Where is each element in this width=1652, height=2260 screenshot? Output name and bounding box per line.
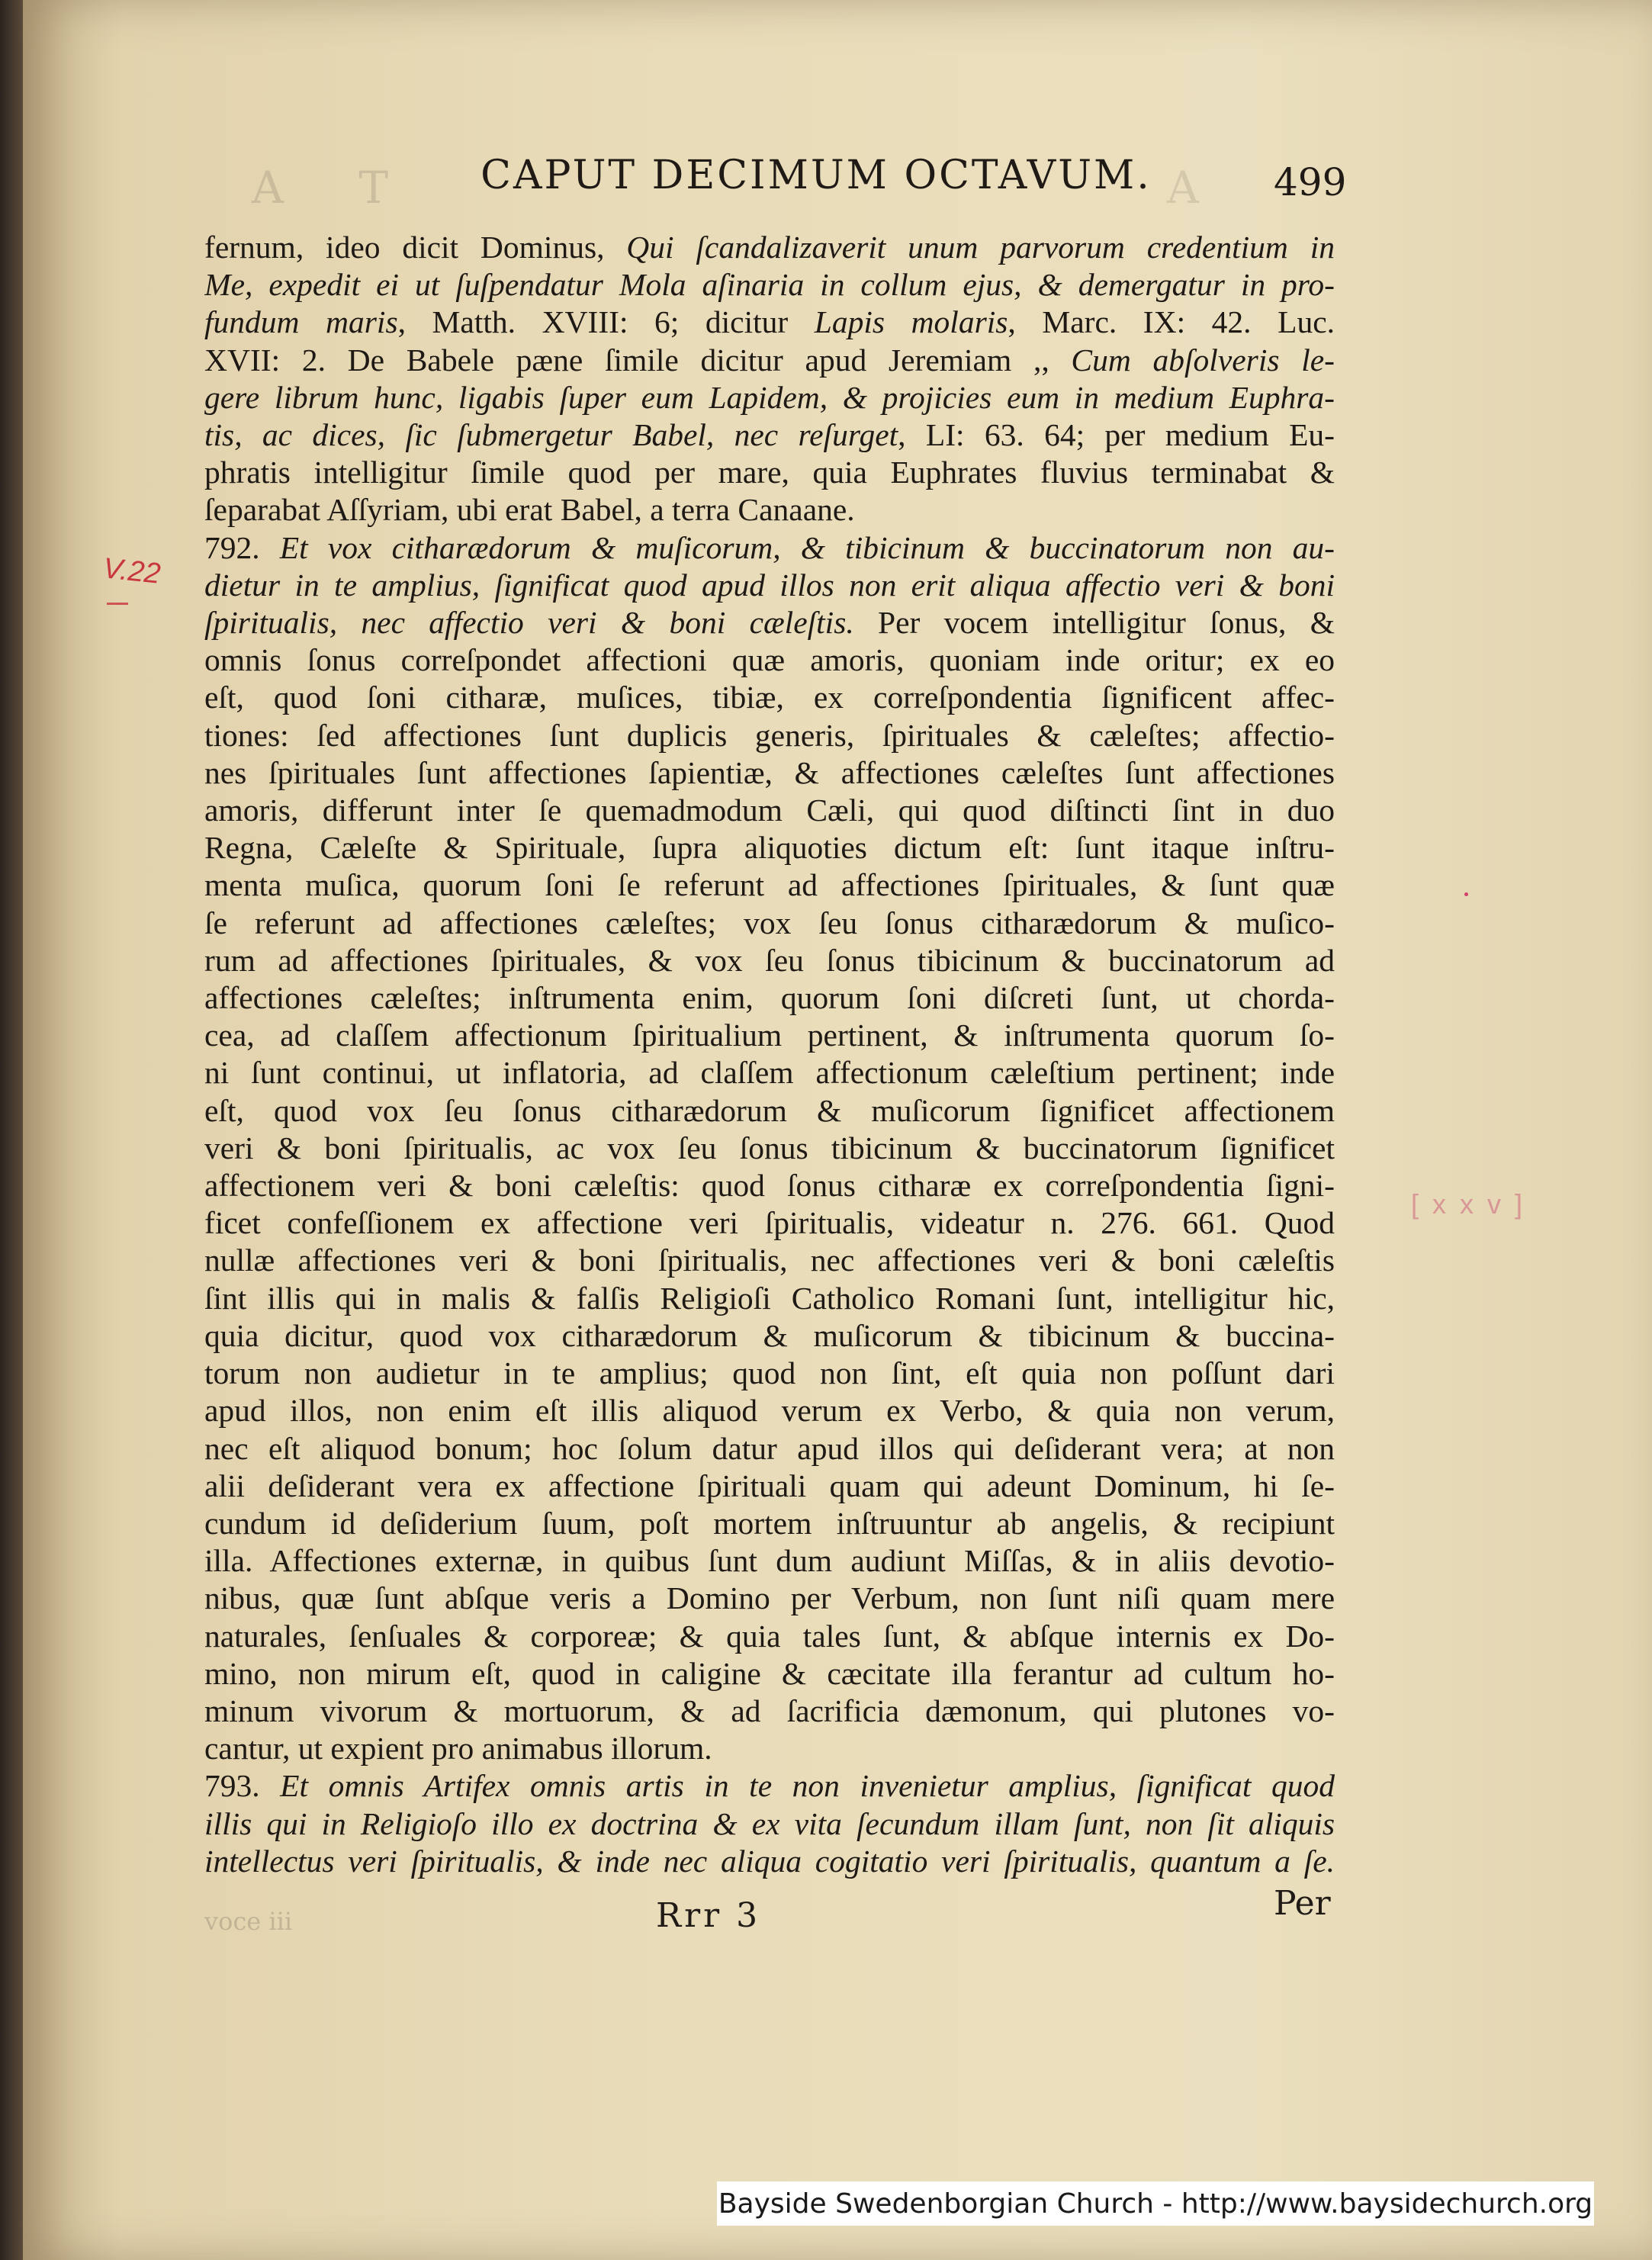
text-line	[204, 416, 1335, 454]
text-span: tiones: ſed affectiones ſunt duplicis generis, ſpirituales & cæleſtes; affectio-	[204, 717, 1335, 753]
text-span: cea, ad claſſem affectionum ſpiritualium pertinent, & inſtrumenta quorum ſo-	[204, 1017, 1335, 1053]
text-span: minum vivorum & mortuorum, & ad ſacrificia dæmonum, qui plutones vo-	[204, 1693, 1335, 1728]
text-span: nec eſt aliquod bonum; hoc ſolum datur apud illos qui deſiderant vera; at non	[204, 1430, 1335, 1466]
text-span: ſint illis qui in malis & falſis Religioſi Catholico Romani ſunt, intelligitur hic,	[204, 1280, 1335, 1316]
text-line	[204, 1017, 1335, 1054]
text-span: XVII: 2. De Babele pæne ſimile dicitur apud Jeremiam ,,	[204, 342, 1072, 378]
text-line	[204, 1805, 1335, 1843]
text-span: eſt, quod vox ſeu ſonus citharædorum & muſicorum ſignificet affectionem	[204, 1092, 1335, 1128]
margin-annotation: V.22	[101, 552, 162, 590]
text-line	[204, 342, 1335, 379]
text-line	[204, 1618, 1335, 1655]
text-span: veri & boni ſpiritualis, ac vox ſeu ſonus tibicinum & buccinatorum ſignificet	[204, 1130, 1335, 1165]
text-span: rum ad affectiones ſpirituales, & vox ſeu ſonus tibicinum & buccinatorum ad	[204, 942, 1335, 978]
text-line	[204, 942, 1335, 979]
text-line	[204, 1204, 1335, 1242]
text-span: alii deſiderant vera ex affectione ſpirituali quam qui adeunt Dominum, hi ſe-	[204, 1468, 1335, 1503]
text-span: Per vocem intelligitur ſonus, &	[853, 605, 1335, 641]
body-text	[204, 229, 1335, 1880]
text-line	[204, 604, 1335, 641]
italic-text-span: dietur in te amplius, ſignificat quod apud illos non erit aliqua affectio veri & boni	[204, 567, 1335, 603]
text-line	[204, 1655, 1335, 1693]
text-span: naturales, ſenſuales & corporeæ; & quia tales ſunt, & abſque internis ex Do-	[204, 1618, 1335, 1654]
text-line	[204, 1468, 1335, 1505]
text-line	[204, 379, 1335, 416]
text-span: affectiones cæleſtes; inſtrumenta enim, quorum ſoni diſcreti ſunt, ut chorda-	[204, 980, 1335, 1016]
text-line	[204, 1693, 1335, 1730]
signature-mark: Rrr 3	[656, 1896, 761, 1935]
text-span: quia dicitur, quod vox citharædorum & muſicorum & tibicinum & buccina-	[204, 1317, 1335, 1353]
text-line	[204, 1355, 1335, 1392]
text-line	[204, 1580, 1335, 1617]
italic-text-span: ſpiritualis, nec affectio veri & boni cæleſtis.	[204, 605, 854, 641]
italic-text-span: Cum abſolveris le-	[1071, 342, 1335, 378]
italic-text-span: Lapis molaris	[814, 304, 1008, 340]
page-number: 499	[1274, 160, 1347, 204]
text-line	[204, 754, 1335, 792]
text-span: , Matth. XVIII: 6; dicitur	[397, 304, 815, 340]
book-page	[23, 0, 1652, 2260]
margin-annotation-dash	[107, 603, 128, 605]
catchword: Per	[1274, 1884, 1331, 1923]
text-line	[204, 304, 1335, 341]
italic-text-span: Qui ſcandalizaverit unum parvorum credentium in	[626, 230, 1335, 265]
italic-text-span: Me, expedit ei ut ſuſpendatur Mola aſinaria in collum ejus, & demergatur in pro-	[204, 267, 1335, 303]
text-span: torum non audietur in te amplius; quod non ſint, eſt quia non poſſunt dari	[204, 1355, 1335, 1391]
text-line	[204, 1280, 1335, 1317]
text-span: ficet confeſſionem ex affectione veri ſpiritualis, videatur n. 276. 661. Quod	[204, 1205, 1335, 1241]
text-span: nullæ affectiones veri & boni ſpiritualis, nec affectiones veri & boni cæleſtis	[204, 1243, 1335, 1278]
text-span: Regna, Cæleſte & Spirituale, ſupra aliquoties dictum eſt: ſunt itaque inſtru-	[204, 830, 1335, 866]
text-line	[204, 905, 1335, 942]
text-span: mino, non mirum eſt, quod in caligine & cæcitate illa ferantur ad cultum ho-	[204, 1655, 1335, 1691]
text-span: nes ſpirituales ſunt affectiones ſapientiæ, & affectiones cæleſtes ſunt affectiones	[204, 754, 1335, 790]
italic-text-span: illis qui in Religioſo illo ex doctrina & ex vita ſecundum illam ſunt, non ſit aliquis	[204, 1805, 1335, 1841]
text-line	[204, 1730, 1335, 1767]
text-line	[204, 1092, 1335, 1130]
text-span: , Marc. IX: 42. Luc.	[1008, 304, 1335, 340]
text-line	[204, 679, 1335, 716]
bleed-through-heading-right: A	[1167, 162, 1222, 214]
text-line	[204, 529, 1335, 567]
text-line	[204, 1505, 1335, 1542]
text-span: cantur, ut expient pro animabus illorum.	[204, 1731, 712, 1767]
text-line	[204, 1130, 1335, 1167]
italic-text-span: intellectus veri ſpiritualis, & inde nec aliqua cogitatio veri ſpiritualis, quantum a ſe.	[204, 1843, 1335, 1879]
bleed-through-heading-left: A T	[252, 162, 419, 214]
text-span: 792.	[204, 529, 280, 565]
italic-text-span: fundum maris	[204, 304, 398, 340]
running-head: CAPUT DECIMUM OCTAVUM.	[480, 153, 1152, 198]
italic-text-span: tis, ac dices, ſic ſubmergetur Babel, nec reſurget	[204, 417, 898, 453]
text-line	[204, 1242, 1335, 1279]
text-line	[204, 866, 1335, 904]
text-line	[204, 717, 1335, 754]
text-span: ſeparabat Aſſyriam, ubi erat Babel, a terra Canaane.	[204, 492, 855, 528]
text-span: 793.	[204, 1768, 281, 1804]
book-spine	[0, 0, 23, 2260]
text-span: , LI: 63. 64; per medium Eu-	[898, 417, 1335, 453]
italic-text-span: Et vox citharædorum & muſicorum, & tibicinum & buccinatorum non au-	[279, 529, 1335, 565]
text-line	[204, 829, 1335, 866]
text-line	[204, 266, 1335, 304]
text-span: illa. Affectiones externæ, in quibus ſunt dum audiunt Miſſas, & in aliis devotio-	[204, 1543, 1335, 1579]
text-line	[204, 1542, 1335, 1580]
text-line	[204, 1430, 1335, 1468]
text-span: cundum id deſiderium ſuum, poſt mortem inſtruuntur ab angelis, & recipiunt	[204, 1505, 1335, 1541]
text-span: fernum, ideo dicit Dominus,	[204, 230, 627, 265]
text-span: ſe referunt ad affectiones cæleſtes; vox ſeu ſonus citharædorum & muſico-	[204, 905, 1335, 940]
text-line	[204, 641, 1335, 679]
text-line	[204, 229, 1335, 266]
text-line	[204, 1317, 1335, 1355]
text-span: affectionem veri & boni cæleſtis: quod ſonus citharæ ex correſpondentia ſigni-	[204, 1168, 1335, 1204]
text-line	[204, 567, 1335, 604]
margin-bracket-stamp: [ x x v ]	[1411, 1188, 1526, 1220]
text-line	[204, 792, 1335, 829]
bleed-through-footer: voce iii	[204, 1907, 293, 1936]
text-span: phratis intelligitur ſimile quod per mare, quia Euphrates fluvius terminabat &	[204, 455, 1335, 490]
text-line	[204, 1392, 1335, 1429]
text-span: apud illos, non enim eſt illis aliquod verum ex Verbo, & quia non verum,	[204, 1393, 1335, 1429]
text-span: omnis ſonus correſpondet affectioni quæ amoris, quoniam inde oritur; ex eo	[204, 642, 1335, 678]
text-line	[204, 1054, 1335, 1091]
text-line	[204, 454, 1335, 491]
ink-mark	[1464, 892, 1468, 896]
text-line	[204, 1167, 1335, 1204]
site-watermark: Bayside Swedenborgian Church - http://www.baysidechurch.org	[717, 2181, 1594, 2226]
text-span: amoris, differunt inter ſe quemadmodum Cæli, qui quod diſtincti ſint in duo	[204, 792, 1335, 828]
text-line	[204, 1767, 1335, 1805]
text-line	[204, 979, 1335, 1017]
text-span: menta muſica, quorum ſoni ſe referunt ad affectiones ſpirituales, & ſunt quæ	[204, 867, 1335, 903]
text-line	[204, 1843, 1335, 1880]
italic-text-span: Et omnis Artifex omnis artis in te non invenietur amplius, ſignificat quod	[280, 1768, 1335, 1804]
text-span: ni ſunt continui, ut inflatoria, ad claſſem affectionum cæleſtium pertinent; inde	[204, 1055, 1335, 1091]
text-line	[204, 491, 1335, 529]
italic-text-span: gere librum hunc, ligabis ſuper eum Lapidem, & projicies eum in medium Euphra-	[204, 379, 1335, 415]
text-span: nibus, quæ ſunt abſque veris a Domino per Verbum, non ſunt niſi quam mere	[204, 1580, 1335, 1616]
text-span: eſt, quod ſoni citharæ, muſices, tibiæ, ex correſpondentia ſignificent affec-	[204, 680, 1335, 715]
